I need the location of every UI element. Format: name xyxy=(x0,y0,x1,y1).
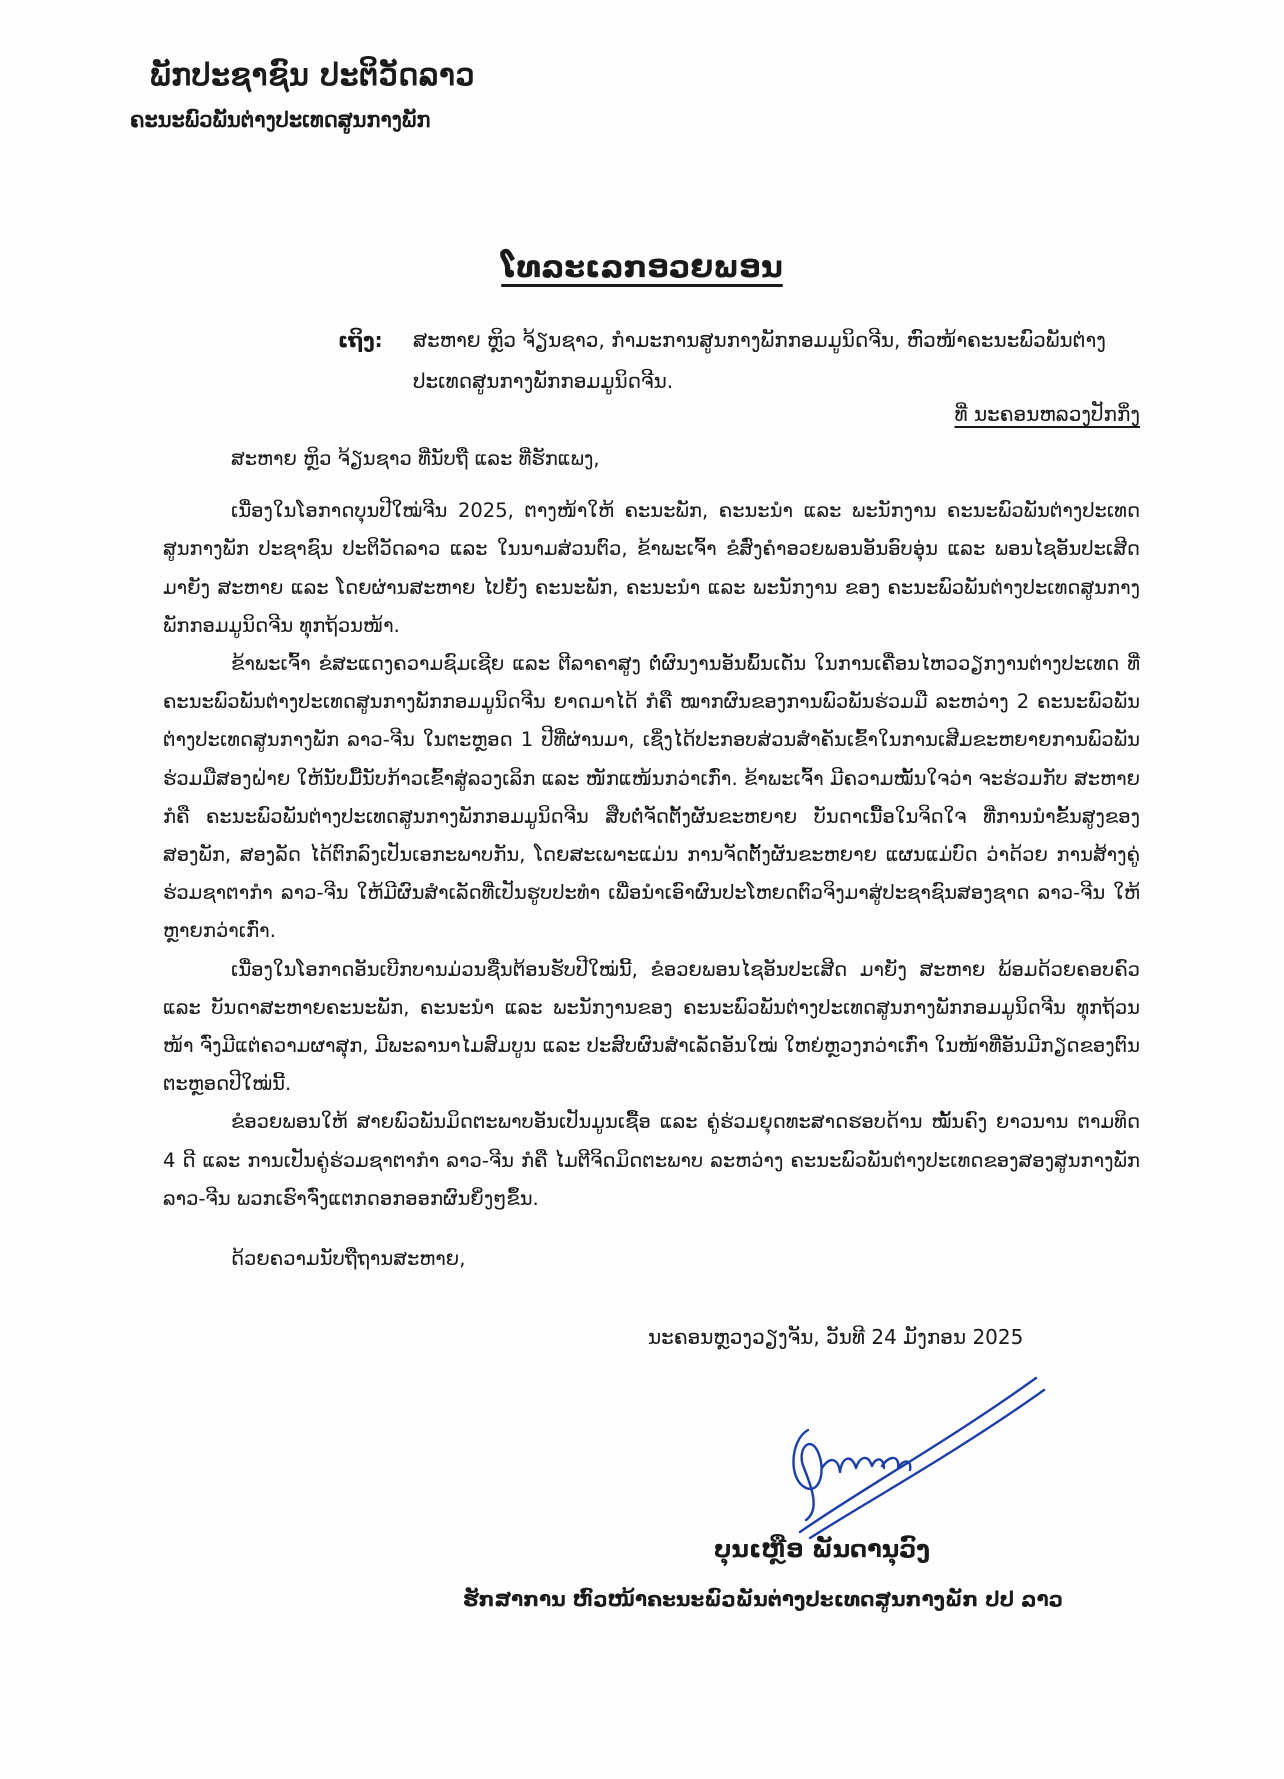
handwritten-signature xyxy=(760,1360,1060,1545)
paragraph-4: ຂໍອວຍພອນໃຫ້ ສາຍພົວພັນມິດຕະພາບອັນເປັນມູນເຊື້ອ ແລະ ຄູ່ຮ່ວມຍຸດທະສາດຮອບດ້ານ ໝັ້ນຄົງ ຍາວນານ ຕາມທິດ 4 ດີ ແລະ ການເປັນຄູ່ຮ່ວມຊາຕາກຳ ລາວ-ຈີນ ກໍຄື ໄມຕີຈິດມິດຕະພາບ ລະຫວ່າງ ຄະນະພົວພັນຕ່າງປະເທດຂອງສອງສູນກາງພັກ ລາວ-ຈີນ ພວກເຮົາຈົ່ງແຕກດອກອອກຜົນຍິ່ງໆຂຶ້ນ. xyxy=(163,1110,1140,1210)
letter-body xyxy=(163,440,1140,1278)
letterhead xyxy=(130,58,475,132)
paragraph-3: ເນື່ອງໃນໂອກາດອັນເບີກບານມ່ວນຊື່ນຕ້ອນຮັບປີໃໝ່ນີ້, ຂໍອວຍພອນໄຊອັນປະເສີດ ມາຍັງ ສະຫາຍ ພ້ອມດ້ວຍຄອບຄົວ ແລະ ບັນດາສະຫາຍຄະນະພັກ, ຄະນະນຳ ແລະ ພະນັກງານຂອງ ຄະນະພົວພັນຕ່າງປະເທດສູນກາງພັກກອມມູນິດຈີນ ທຸກຖ້ວນໜ້າ ຈົ່ງມີແຕ່ຄວາມຜາສຸກ, ມີພະລານາໄມສົມບູນ ແລະ ປະສົບຜົນສຳເລັດອັນໃໝ່ ໃຫຍ່ຫຼວງກວ່າເກົ່າ ໃນໜ້າທີ່ອັນມີກຽດຂອງຕົນຕະຫຼອດປີໃໝ່ນີ້. xyxy=(163,957,1140,1096)
addressee-location: ທີ່ ນະຄອນຫລວງປັກກິ່ງ xyxy=(954,402,1140,426)
signer-name: ບຸນເຫຼືອ ພັນດານຸວົງ xyxy=(713,1535,931,1563)
party-name: ພັກປະຊາຊົນ ປະຕິວັດລາວ xyxy=(150,58,475,93)
signer-title: ຮັກສາການ ຫົວໜ້າຄະນະພົວພັນຕ່າງປະເທດສູນກາງພັກ ປປ ລາວ xyxy=(463,1587,1063,1611)
addressee-label: ເຖິງ: xyxy=(338,328,383,352)
date-line: ນະຄອນຫຼວງວຽງຈັນ, ວັນທີ 24 ມັງກອນ 2025 xyxy=(648,1325,1024,1349)
paragraph-1: ເນື່ອງໃນໂອກາດບຸນປີໃໝ່ຈີນ 2025, ຕາງໜ້າໃຫ້ ຄະນະພັກ, ຄະນະນຳ ແລະ ພະນັກງານ ຄະນະພົວພັນຕ່າງປະເທດສູນກາງພັກ ປະຊາຊົນ ປະຕິວັດລາວ ແລະ ໃນນາມສ່ວນຕົວ, ຂ້າພະເຈົ້າ ຂໍສົ່ງຄຳອວຍພອນອັນອົບອຸ່ນ ແລະ ພອນໄຊອັນປະເສີດ ມາຍັງ ສະຫາຍ ແລະ ໂດຍຜ່ານສະຫາຍ ໄປຍັງ ຄະນະພັກ, ຄະນະນຳ ແລະ ພະນັກງານ ຂອງ ຄະນະພົວພັນຕ່າງປະເທດສູນກາງພັກກອມມູນິດຈີນ ທຸກຖ້ວນໜ້າ. xyxy=(163,499,1140,637)
addressee-text: ສະຫາຍ ຫຼິວ ຈ້ຽນຊາວ, ກຳມະການສູນກາງພັກກອມມູນິດຈີນ, ຫົວໜ້າຄະນະພົວພັນຕ່າງປະເທດສູນກາງພັກກອມມູນິດຈີນ. xyxy=(413,328,1106,393)
addressee-block xyxy=(338,320,1158,402)
salutation: ສະຫາຍ ຫຼິວ ຈ້ຽນຊາວ ທີ່ນັບຖື ແລະ ທີ່ຮັກແພງ, xyxy=(231,447,600,470)
letter-title: ໂທລະເລກອວຍພອນ xyxy=(501,250,783,285)
paragraph-2: ຂ້າພະເຈົ້າ ຂໍສະແດງຄວາມຊົມເຊີຍ ແລະ ຕີລາຄາສູງ ຕໍ່ຜົນງານອັນພົ້ນເດັ່ນ ໃນການເຄື່ອນໄຫວວຽກງານຕ່າງປະເທດ ທີ່ ຄະນະພົວພັນຕ່າງປະເທດສູນກາງພັກກອມມູນິດຈີນ ຍາດມາໄດ້ ກໍຄື ໝາກຜົນຂອງການພົວພັນຮ່ວມມື ລະຫວ່າງ 2 ຄະນະພົວພັນຕ່າງປະເທດສູນກາງພັກ ລາວ-ຈີນ ໃນຕະຫຼອດ 1 ປີທີ່ຜ່ານມາ, ເຊິ່ງໄດ້ປະກອບສ່ວນສຳຄັນເຂົ້າໃນການເສີມຂະຫຍາຍການພົວພັນຮ່ວມມືສອງຝ່າຍ ໃຫ້ນັບມື້ນັບກ້າວເຂົ້າສູ່ລວງເລິກ ແລະ ໜັກແໜ້ນກວ່າເກົ່າ. ຂ້າພະເຈົ້າ ມີຄວາມໝັ້ນໃຈວ່າ ຈະຮ່ວມກັບ ສະຫາຍ ກໍຄື ຄະນະພົວພັນຕ່າງປະເທດສູນກາງພັກກອມມູນິດຈີນ ສືບຕໍ່ຈັດຕັ້ງຜັນຂະຫຍາຍ ບັນດາເນື້ອໃນຈິດໃຈ ທີ່ການນຳຂັ້ນສູງຂອງ ສອງພັກ, ສອງລັດ ໄດ້ຕົກລົງເປັນເອກະພາບກັນ, ໂດຍສະເພາະແມ່ນ ການຈັດຕັ້ງຜັນຂະຫຍາຍ ແຜນແມ່ບົດ ວ່າດ້ວຍ ການສ້າງຄູ່ຮ່ວມຊາຕາກຳ ລາວ-ຈີນ ໃຫ້ມີຜົນສຳເລັດທີ່ເປັນຮູບປະທຳ ເພື່ອນຳເອົາຜົນປະໂຫຍດຕົວຈິງມາສູ່ປະຊາຊົນສອງຊາດ ລາວ-ຈີນ ໃຫ້ຫຼາຍກວ່າເກົ່າ. xyxy=(163,652,1140,943)
department-name: ຄະນະພົວພັນຕ່າງປະເທດສູນກາງພັກ xyxy=(130,107,431,132)
closing-line: ດ້ວຍຄວາມນັບຖືຖານສະຫາຍ, xyxy=(231,1247,466,1271)
